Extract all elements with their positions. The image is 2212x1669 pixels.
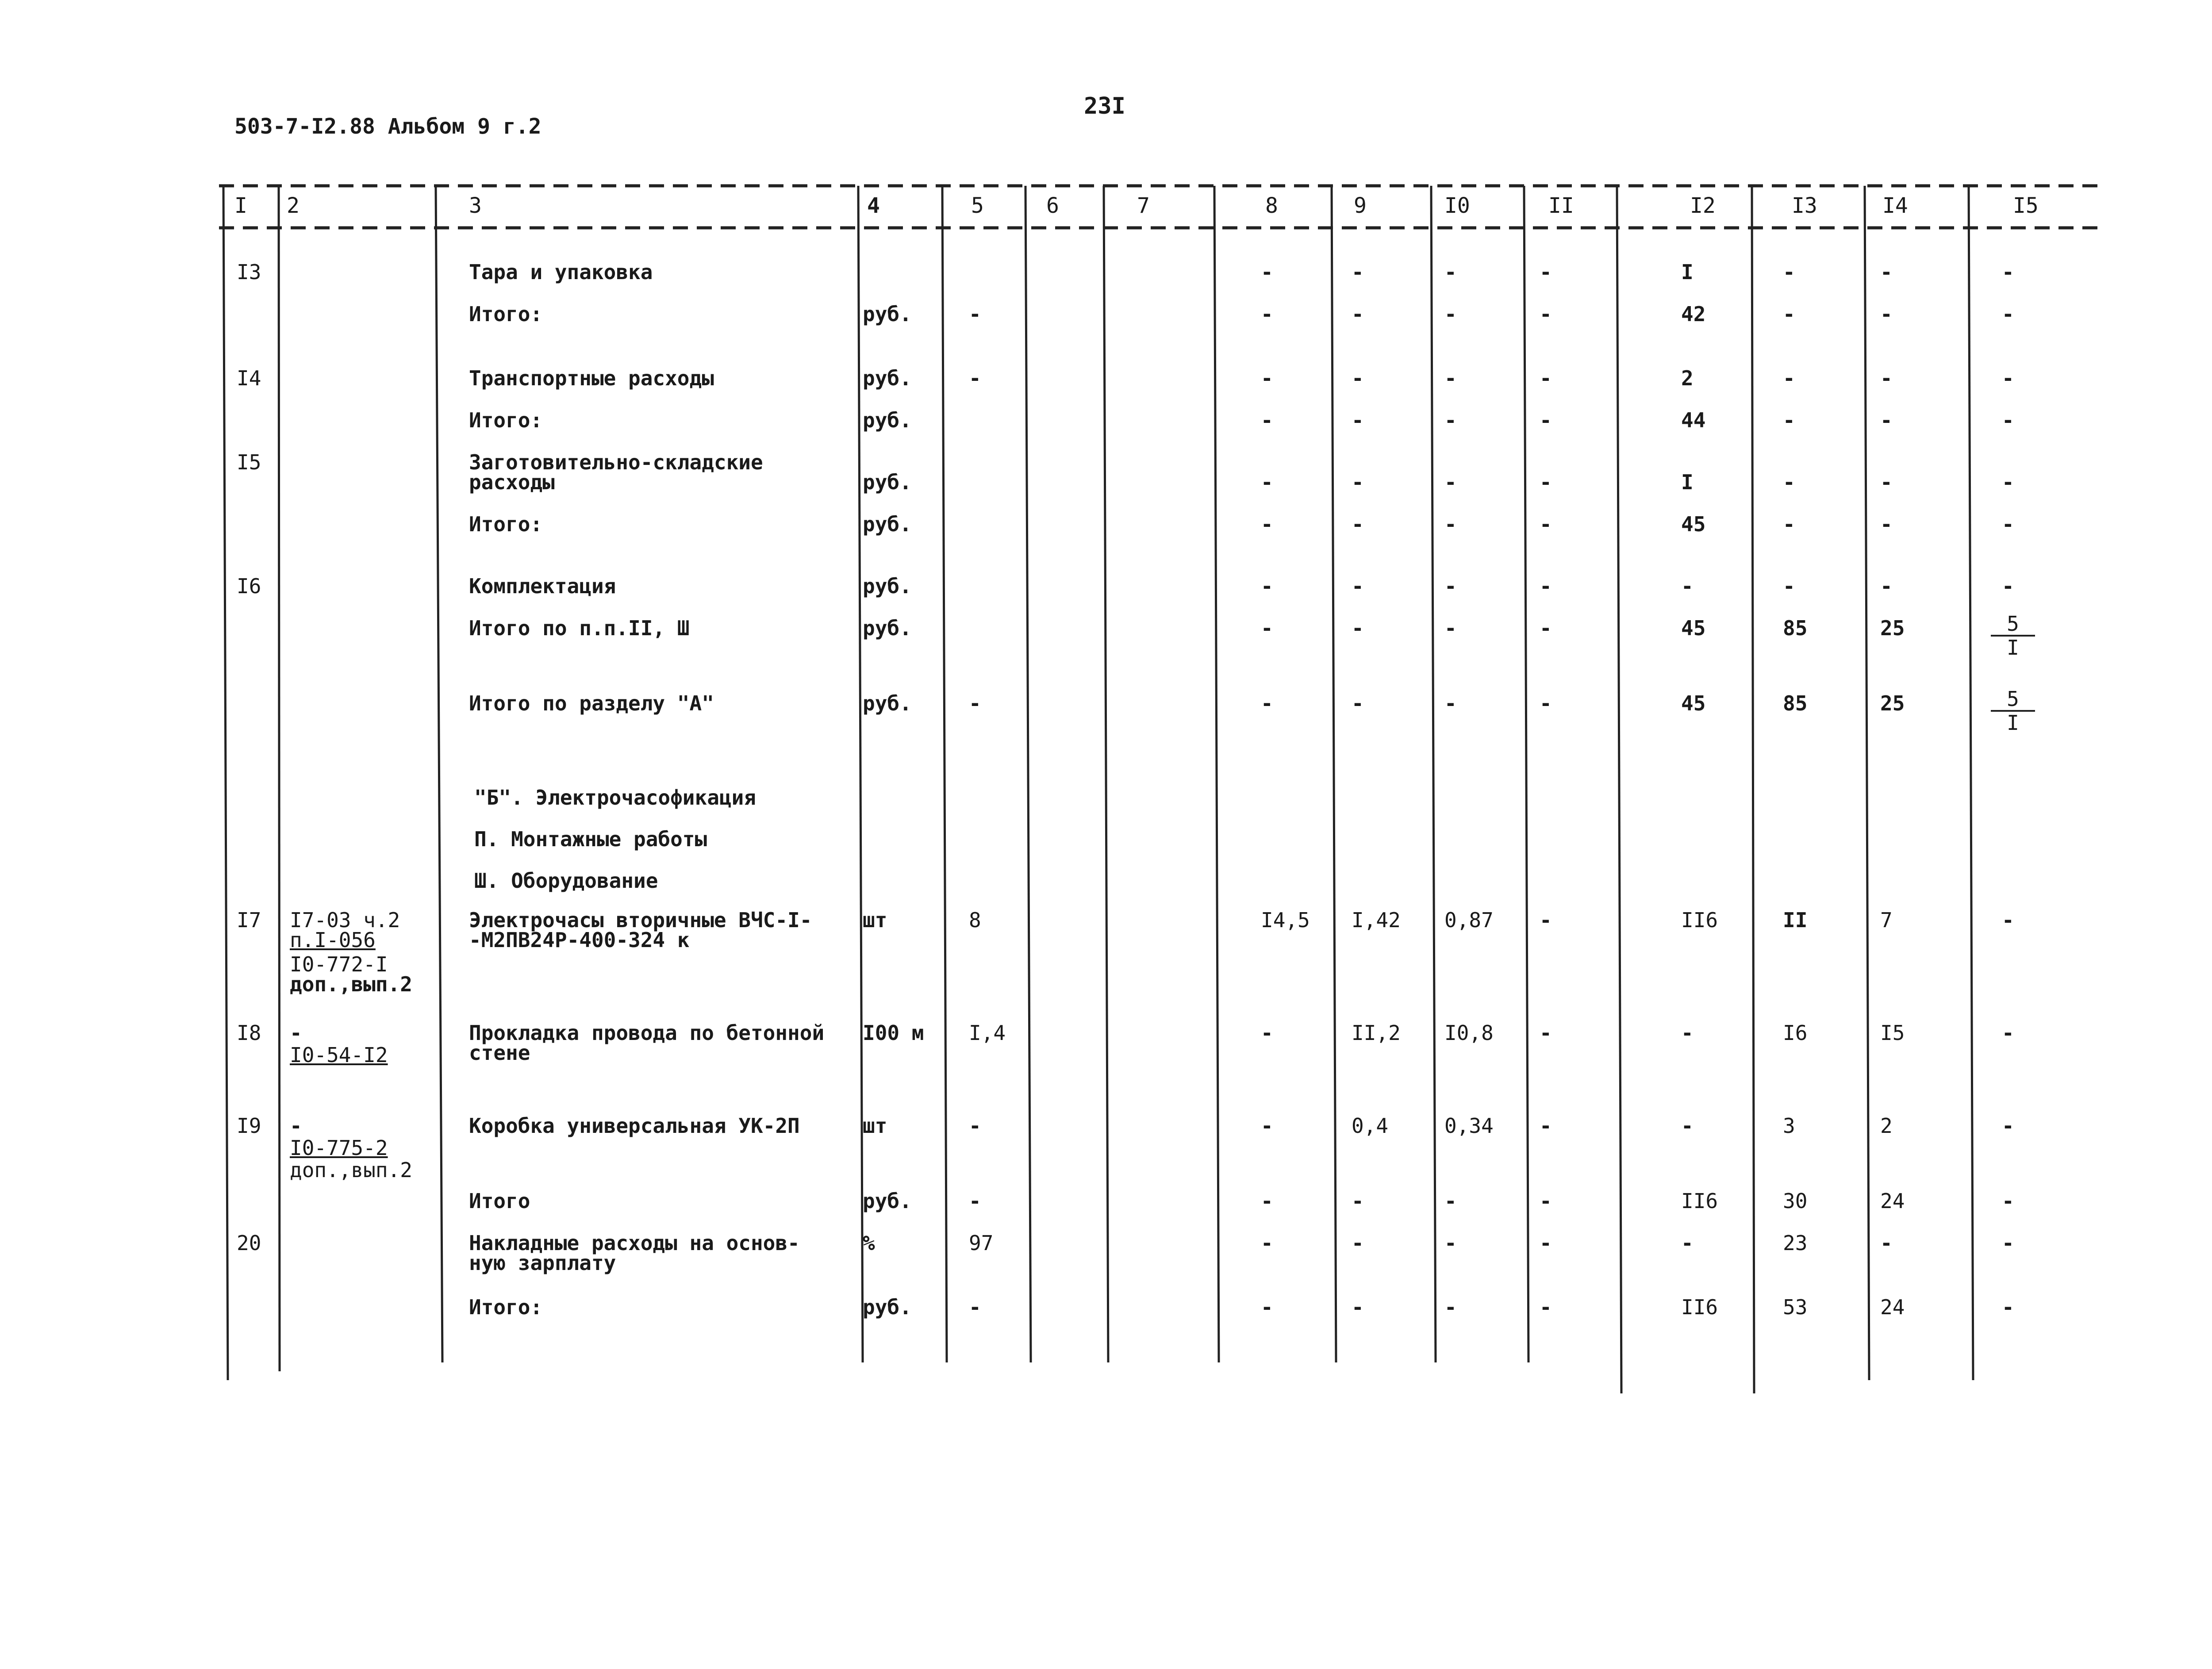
row-unit: руб.	[863, 691, 912, 715]
cell-c11: -	[1540, 691, 1552, 715]
cell-c5: 8	[969, 908, 981, 932]
cell-c15: -	[2002, 366, 2014, 390]
cell-c12: II6	[1681, 908, 1718, 932]
cell-c10: -	[1444, 616, 1457, 640]
cell-c9: -	[1352, 302, 1364, 326]
row-unit: руб.	[863, 408, 912, 432]
cell-c15: -	[2002, 1189, 2014, 1213]
cell-c8: -	[1261, 691, 1273, 715]
cell-c15: -	[2002, 408, 2014, 432]
row-name-cont: стене	[469, 1041, 530, 1065]
column-header: 9	[1354, 193, 1367, 218]
cell-c14: 24	[1880, 1189, 1905, 1213]
cell-c14: -	[1880, 512, 1893, 536]
cell-c10: 0,87	[1444, 908, 1494, 932]
cell-c9: -	[1352, 1295, 1364, 1319]
cell-c9: -	[1352, 616, 1364, 640]
cell-c14: -	[1880, 366, 1893, 390]
cell-c14: 24	[1880, 1295, 1905, 1319]
cell-c15: -	[2002, 302, 2014, 326]
cell-c15: -	[2002, 512, 2014, 536]
cell-c13: 85	[1783, 616, 1808, 640]
cell-c8: -	[1261, 470, 1273, 494]
column-header: II	[1548, 193, 1574, 218]
cell-c5: 97	[969, 1231, 994, 1255]
cell-c12: -	[1681, 1021, 1694, 1045]
row-reference: I0-54-I2	[290, 1043, 388, 1067]
row-name: Итого по п.п.II, Ш	[469, 616, 690, 640]
row-name: Накладные расходы на основ-	[469, 1231, 800, 1255]
cell-c8: I4,5	[1261, 908, 1310, 932]
cell-c12: -	[1681, 1231, 1694, 1255]
cell-c5: -	[969, 366, 981, 390]
cell-c11: -	[1540, 1189, 1552, 1213]
cell-c11: -	[1540, 366, 1552, 390]
row-number: I5	[237, 450, 261, 474]
cell-c5: -	[969, 1189, 981, 1213]
cell-c13: II	[1783, 908, 1808, 932]
cell-c11: -	[1540, 302, 1552, 326]
cell-c9: 0,4	[1352, 1114, 1389, 1138]
row-unit: руб.	[863, 366, 912, 390]
cell-c15: -	[2002, 1295, 2014, 1319]
row-name: Заготовительно-складские	[469, 450, 763, 474]
row-name: Итого:	[469, 302, 543, 326]
cell-c15: -	[2002, 1231, 2014, 1255]
row-number: I3	[237, 260, 261, 284]
cell-c10: -	[1444, 574, 1457, 598]
cell-c8: -	[1261, 1231, 1273, 1255]
cell-c13: -	[1783, 574, 1795, 598]
cell-c8: -	[1261, 1021, 1273, 1045]
cell-c8: -	[1261, 1189, 1273, 1213]
fraction-denominator: I	[2007, 711, 2019, 735]
cell-c14: 2	[1880, 1114, 1893, 1138]
cell-c8: -	[1261, 302, 1273, 326]
row-reference: I0-772-I	[290, 952, 388, 976]
cell-c13: -	[1783, 302, 1795, 326]
cell-c11: -	[1540, 574, 1552, 598]
row-name: Комплектация	[469, 574, 616, 598]
row-name: Тара и упаковка	[469, 260, 653, 284]
row-unit: руб.	[863, 512, 912, 536]
cell-c11: -	[1540, 408, 1552, 432]
cell-c11: -	[1540, 616, 1552, 640]
column-header: 8	[1265, 193, 1278, 218]
cell-c12: I	[1681, 470, 1694, 494]
cell-c8: -	[1261, 574, 1273, 598]
cell-c14: 25	[1880, 691, 1905, 715]
cell-c5: -	[969, 1295, 981, 1319]
cell-c9: -	[1352, 512, 1364, 536]
cell-c13: -	[1783, 408, 1795, 432]
cell-c9: II,2	[1352, 1021, 1401, 1045]
cell-c14: -	[1880, 302, 1893, 326]
cell-c8: -	[1261, 616, 1273, 640]
column-header: I4	[1882, 193, 1908, 218]
cell-c15: -	[2002, 1114, 2014, 1138]
cell-c10: -	[1444, 1189, 1457, 1213]
section-b-subtitle-equipment: Ш. Оборудование	[474, 869, 658, 893]
page-number: 23I	[1084, 93, 1125, 119]
cell-c14: 7	[1880, 908, 1893, 932]
cell-c14: I5	[1880, 1021, 1905, 1045]
fraction-numerator: 5	[1991, 688, 2035, 712]
row-unit: руб.	[863, 470, 912, 494]
row-reference: -	[290, 1114, 302, 1138]
row-unit: руб.	[863, 1189, 912, 1213]
row-unit: руб.	[863, 1295, 912, 1319]
column-header: 5	[971, 193, 984, 218]
cell-c9: -	[1352, 408, 1364, 432]
cell-c9: -	[1352, 366, 1364, 390]
row-reference: доп.,вып.2	[290, 972, 412, 996]
cell-c11: -	[1540, 470, 1552, 494]
cell-c10: -	[1444, 1295, 1457, 1319]
cell-c8: -	[1261, 408, 1273, 432]
cell-c13: -	[1783, 366, 1795, 390]
cell-c9: -	[1352, 1231, 1364, 1255]
row-reference: I7-03 ч.2	[290, 908, 400, 932]
cell-c13: I6	[1783, 1021, 1808, 1045]
cell-c12: I	[1681, 260, 1694, 284]
row-number: I6	[237, 574, 261, 598]
fraction-cell	[1991, 688, 2035, 734]
cell-c14: -	[1880, 574, 1893, 598]
cell-c10: -	[1444, 1231, 1457, 1255]
cell-c13: 85	[1783, 691, 1808, 715]
section-b-subtitle-works: П. Монтажные работы	[474, 827, 707, 851]
row-name: Итого:	[469, 408, 543, 432]
row-name: Итого:	[469, 1295, 543, 1319]
row-name: Итого по разделу "А"	[469, 691, 714, 715]
cell-c12: 42	[1681, 302, 1706, 326]
column-header: 7	[1137, 193, 1150, 218]
row-unit: I00 м	[863, 1021, 924, 1045]
cell-c8: -	[1261, 512, 1273, 536]
column-header: 6	[1046, 193, 1059, 218]
cell-c8: -	[1261, 1295, 1273, 1319]
cell-c13: 30	[1783, 1189, 1808, 1213]
column-header: 4	[867, 193, 880, 218]
column-header: I0	[1444, 193, 1470, 218]
row-number: 20	[237, 1231, 261, 1255]
row-number: I4	[237, 366, 261, 390]
row-name-cont: ную зарплату	[469, 1251, 616, 1275]
cell-c9: -	[1352, 1189, 1364, 1213]
cell-c11: -	[1540, 1295, 1552, 1319]
column-header: 2	[287, 193, 300, 218]
column-header: I	[234, 193, 247, 218]
cell-c12: II6	[1681, 1295, 1718, 1319]
cell-c14: -	[1880, 260, 1893, 284]
row-reference: доп.,вып.2	[290, 1158, 412, 1182]
column-header: I2	[1690, 193, 1716, 218]
cell-c12: -	[1681, 1114, 1694, 1138]
cell-c15: -	[2002, 574, 2014, 598]
row-unit: шт	[863, 908, 887, 932]
cell-c11: -	[1540, 260, 1552, 284]
cell-c13: -	[1783, 470, 1795, 494]
cell-c12: 44	[1681, 408, 1706, 432]
cell-c14: -	[1880, 408, 1893, 432]
cell-c10: -	[1444, 691, 1457, 715]
fraction-numerator: 5	[1991, 613, 2035, 637]
cell-c5: -	[969, 302, 981, 326]
cell-c10: -	[1444, 470, 1457, 494]
cell-c13: 23	[1783, 1231, 1808, 1255]
section-b-title: "Б". Электрочасофикация	[474, 786, 756, 810]
cell-c9: -	[1352, 470, 1364, 494]
cell-c9: I,42	[1352, 908, 1401, 932]
cell-c10: -	[1444, 260, 1457, 284]
fraction-denominator: I	[2007, 636, 2019, 660]
cell-c12: -	[1681, 574, 1694, 598]
cell-c11: -	[1540, 1114, 1552, 1138]
row-reference: I0-775-2	[290, 1136, 388, 1160]
cell-c11: -	[1540, 1021, 1552, 1045]
cell-c15: -	[2002, 908, 2014, 932]
row-reference: -	[290, 1021, 302, 1045]
cell-c11: -	[1540, 512, 1552, 536]
cell-c8: -	[1261, 1114, 1273, 1138]
cell-c9: -	[1352, 574, 1364, 598]
cell-c10: -	[1444, 408, 1457, 432]
cell-c10: -	[1444, 302, 1457, 326]
cell-c14: -	[1880, 1231, 1893, 1255]
cell-c12: 45	[1681, 616, 1706, 640]
row-unit: %	[863, 1231, 875, 1255]
row-unit: шт	[863, 1114, 887, 1138]
column-header: I5	[2013, 193, 2039, 218]
cell-c15: -	[2002, 1021, 2014, 1045]
cell-c8: -	[1261, 260, 1273, 284]
cell-c12: 45	[1681, 691, 1706, 715]
row-name: Прокладка провода по бетонной	[469, 1021, 825, 1045]
cell-c9: -	[1352, 260, 1364, 284]
cell-c11: -	[1540, 908, 1552, 932]
cell-c11: -	[1540, 1231, 1552, 1255]
fraction-cell	[1991, 613, 2035, 659]
cell-c13: 3	[1783, 1114, 1795, 1138]
cell-c12: 2	[1681, 366, 1694, 390]
row-name-cont: расходы	[469, 470, 555, 494]
column-header: I3	[1792, 193, 1817, 218]
cell-c10: I0,8	[1444, 1021, 1494, 1045]
cell-c13: -	[1783, 512, 1795, 536]
row-name: Транспортные расходы	[469, 366, 714, 390]
cell-c5: -	[969, 691, 981, 715]
cell-c14: -	[1880, 470, 1893, 494]
document-code: 503-7-I2.88 Альбом 9 г.2	[234, 114, 541, 139]
cell-c8: -	[1261, 366, 1273, 390]
row-name: Коробка универсальная УК-2П	[469, 1114, 800, 1138]
row-name: Итого	[469, 1189, 530, 1213]
cell-c5: I,4	[969, 1021, 1006, 1045]
cell-c14: 25	[1880, 616, 1905, 640]
cell-c10: -	[1444, 512, 1457, 536]
row-reference: п.I-056	[290, 928, 376, 952]
cell-c9: -	[1352, 691, 1364, 715]
row-unit: руб.	[863, 616, 912, 640]
cell-c5: -	[969, 1114, 981, 1138]
row-number: I7	[237, 908, 261, 932]
row-name-cont: -М2ПВ24Р-400-324 к	[469, 928, 690, 952]
row-unit: руб.	[863, 302, 912, 326]
cell-c13: -	[1783, 260, 1795, 284]
row-number: I9	[237, 1114, 261, 1138]
row-number: I8	[237, 1021, 261, 1045]
row-name: Итого:	[469, 512, 543, 536]
row-name: Электрочасы вторичные ВЧС-I-	[469, 908, 812, 932]
cell-c10: -	[1444, 366, 1457, 390]
column-header: 3	[469, 193, 482, 218]
cell-c15: -	[2002, 470, 2014, 494]
cell-c12: 45	[1681, 512, 1706, 536]
cell-c13: 53	[1783, 1295, 1808, 1319]
cell-c10: 0,34	[1444, 1114, 1494, 1138]
row-unit: руб.	[863, 574, 912, 598]
cell-c12: II6	[1681, 1189, 1718, 1213]
cell-c15: -	[2002, 260, 2014, 284]
